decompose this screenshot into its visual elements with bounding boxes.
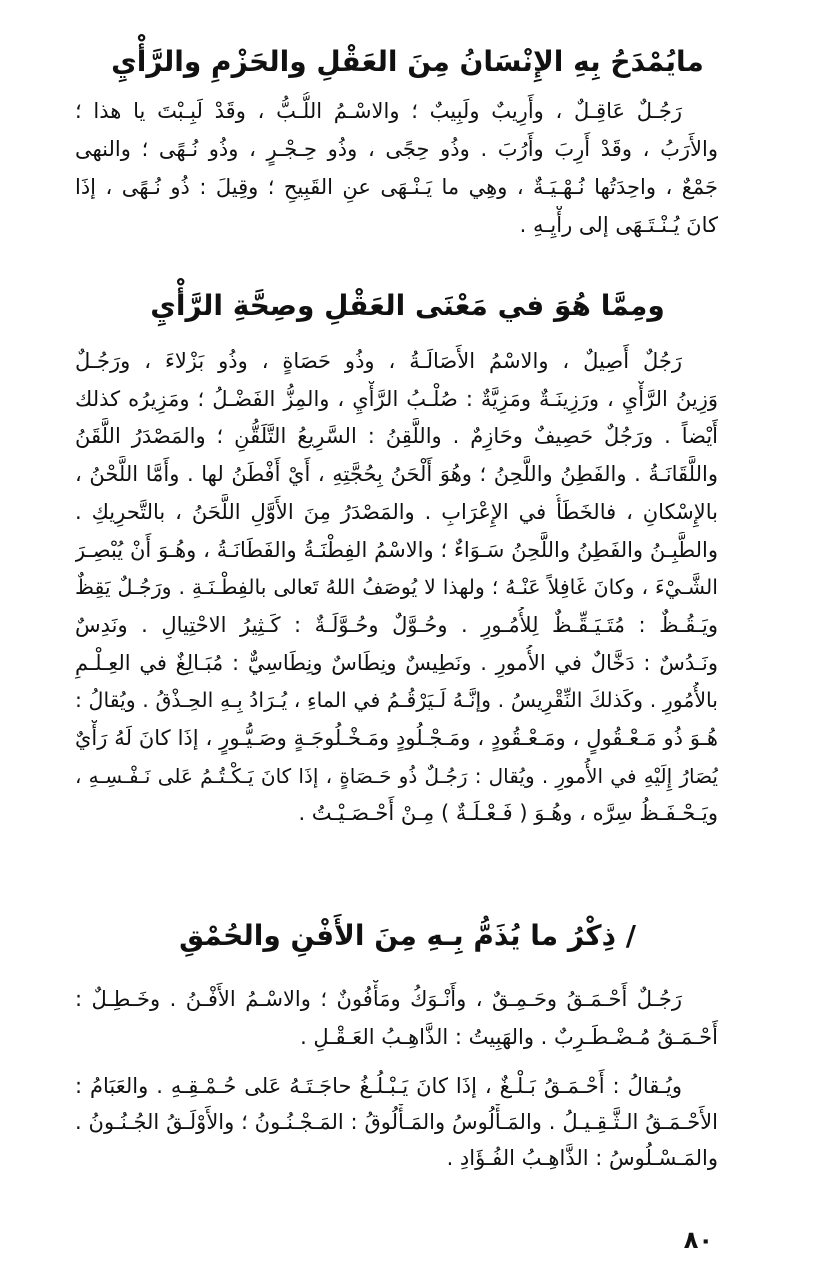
text-line: ويَـقُـظٌ : مُتَـيَـقِّـظٌ لِلأُمُـورِ . وحُـوَّلٌ وحُـوَّلَـةٌ : كَـثِيرُ الاحْتِيالِ . ونَدِسٌ [75,612,718,637]
paragraph-foolishness-1 [75,980,718,1056]
text-line: الشَّـيْءَ ، وكانَ غَافِلاً عَنْـهُ ؛ ولهذا لا يُوصَفُ اللهُ تَعالى بالفِطْـنَـةِ . ورَجُـلٌ يَقِظٌ [75,575,718,600]
text-line: هُـوَ ذُو مَـعْـقُولٍ ، ومَـعْـقُودٍ ، ومَـجْـلُودٍ ومَـخْـلُوجَـةٍ وصَـيُّـورٍ ، إذَا كانَ لَهُ رَأْيٌ [75,726,718,751]
text-line: يُصَارُ إِلَيْهِ في الأُمورِ . ويُقال : رَجُـلٌ ذُو حَـصَاةٍ ، إذَا كانَ يَـكْـتُـمُ عَلى نَـفْـسِـهِ ، [75,763,718,788]
text-line: والمَـسْـلُوسُ : الذَّاهِـبُ الفُـؤَادِ . [446,1146,718,1170]
section-heading-sound-judgment: ومِمَّا هُوَ في مَعْنَى العَقْلِ وصِحَّةِ الرَّأْيِ [150,289,665,322]
text-line: رَجُـلٌ أَحْـمَـقُ وحَـمِـقٌ ، وأَنْـوَكُ ومَأْفُونٌ ؛ والاسْـمُ الأَفْـنُ . وخَـطِـلٌ : [75,987,682,1011]
text-line: ونَـدُسٌ : دَخَّالٌ في الأُمورِ . ونَطِيسٌ ونِطَاسٌ ونِطَاسِيٌّ : مُبَـالِغٌ في العِـلْـمِ [75,650,718,675]
paragraph-sound-judgment [75,343,718,833]
text-line: والأَرَبُ ، وقَدْ أَرِبَ وأَرُبَ . وذُو حِجًى ، وذُو حِـجْـرٍ ، وذُو نُـهًى ؛ والنهى [75,137,718,161]
text-line: ويَـحْـفَـظُ سِرَّه ، وهُـوَ ( فَـعْـلَـةٌ ) مِـنْ أَحْـصَـيْـتُ . [298,801,718,826]
text-line: أَيْضاً . ورَجُلٌ حَصِيفٌ وحَازِمٌ . واللَّقِنُ : السَّرِيعُ التَّلَقُّنِ ؛ والمَصْدَرُ اللَّقَنُ [75,424,718,449]
text-line: رَجُـلٌ عَاقِـلٌ ، وأَرِيبٌ ولَبِيبٌ ؛ والاسْـمُ اللُّـبُّ ، وقَدْ لَبِـبْتَ يا هذا ؛ [75,99,682,123]
section-heading-foolishness: / ذِكْرُ ما يُذَمُّ بِـهِ مِنَ الأَفْنِ والحُمْقِ [179,919,636,952]
text-line: بالأُمُورِ . وكَذلكَ النِّقْرِيسُ . وإنَّـهُ لَـيَرْقُـمُ في الماءِ ، يُـرَادُ بِـهِ الحِـذْقُ . ويُقالُ : [75,688,718,713]
text-line: بالإِسْكانِ ، فالخَطَأُ في الإِعْرَابِ . والمَصْدَرُ مِنَ الأَوَّلِ اللَّحَنُ ، بالتَّحرِيكِ . [75,499,718,524]
text-line: جَمْعٌ ، واحِدَتُها نُـهْـيَـةٌ ، وهِي ما يَـنْـهَى عنِ القَبِيحِ ؛ وقِيلَ : ذُو نُـهًى ، إذَا [75,175,718,199]
text-line: والطَّبِـنُ والفَطِنُ واللَّحِنُ سَـوَاءٌ ؛ والاسْمُ الفِطْنَـةُ والفَطَانَـةُ ، وهُـوَ أَنْ يُبْصِـرَ [75,537,718,562]
text-line: واللَّقَانَـةُ . والفَطِنُ واللَّحِنُ ؛ وهُوَ أَلْحَنُ بِحُجَّتِهِ ، أَيْ أَفْطَنُ لها . وأَمَّا اللَّحْنُ ، [75,462,718,487]
text-line: كانَ يُـنْـتَـهَى إلى رأْيِـهِ . [519,213,718,237]
text-line: رَجُلٌ أَصِيلٌ ، والاسْمُ الأَصَالَـةُ ، وذُو حَصَاةٍ ، وذُو بَزْلاءَ ، ورَجُـلٌ [75,349,682,373]
text-line: ويُـقالُ : أَحْـمَـقُ بَـلْـغٌ ، إذَا كانَ يَـبْـلُـغُ حاجَـتَـهُ عَلى حُـمْـقِـهِ . والعَبَامُ : [75,1074,682,1098]
paragraph-intellect [75,92,718,244]
page-number: ٨٠ [683,1226,713,1254]
paragraph-foolishness-2 [75,1068,718,1176]
text-line: الأَحْـمَـقُ الـثَّـقِـيـلُ . والمَـأْلُوسُ والمَـأْلُوقُ : المَـجْـنُـونُ ؛ والأَوْلَـقُ الجُـنُـونُ . [75,1110,718,1134]
text-line: أَحْـمَـقُ مُـضْـطَـرِبٌ . والهَبِيتُ : الذَّاهِـبُ العَـقْـلِ . [300,1025,718,1049]
section-heading-praise-intellect: مايُمْدَحُ بِهِ الإِنْسَانُ مِنَ العَقْلِ والحَزْمِ والرَّأْيِ [111,45,704,78]
text-line: وَزِينُ الرَّأْيِ ، ورَزِينَـةٌ ومَزِيَّةٌ : صُلْـبُ الرَّأْيِ ، والمِزُّ الفَضْـلُ ؛ ومَزِيرُه كذلك [75,386,718,411]
